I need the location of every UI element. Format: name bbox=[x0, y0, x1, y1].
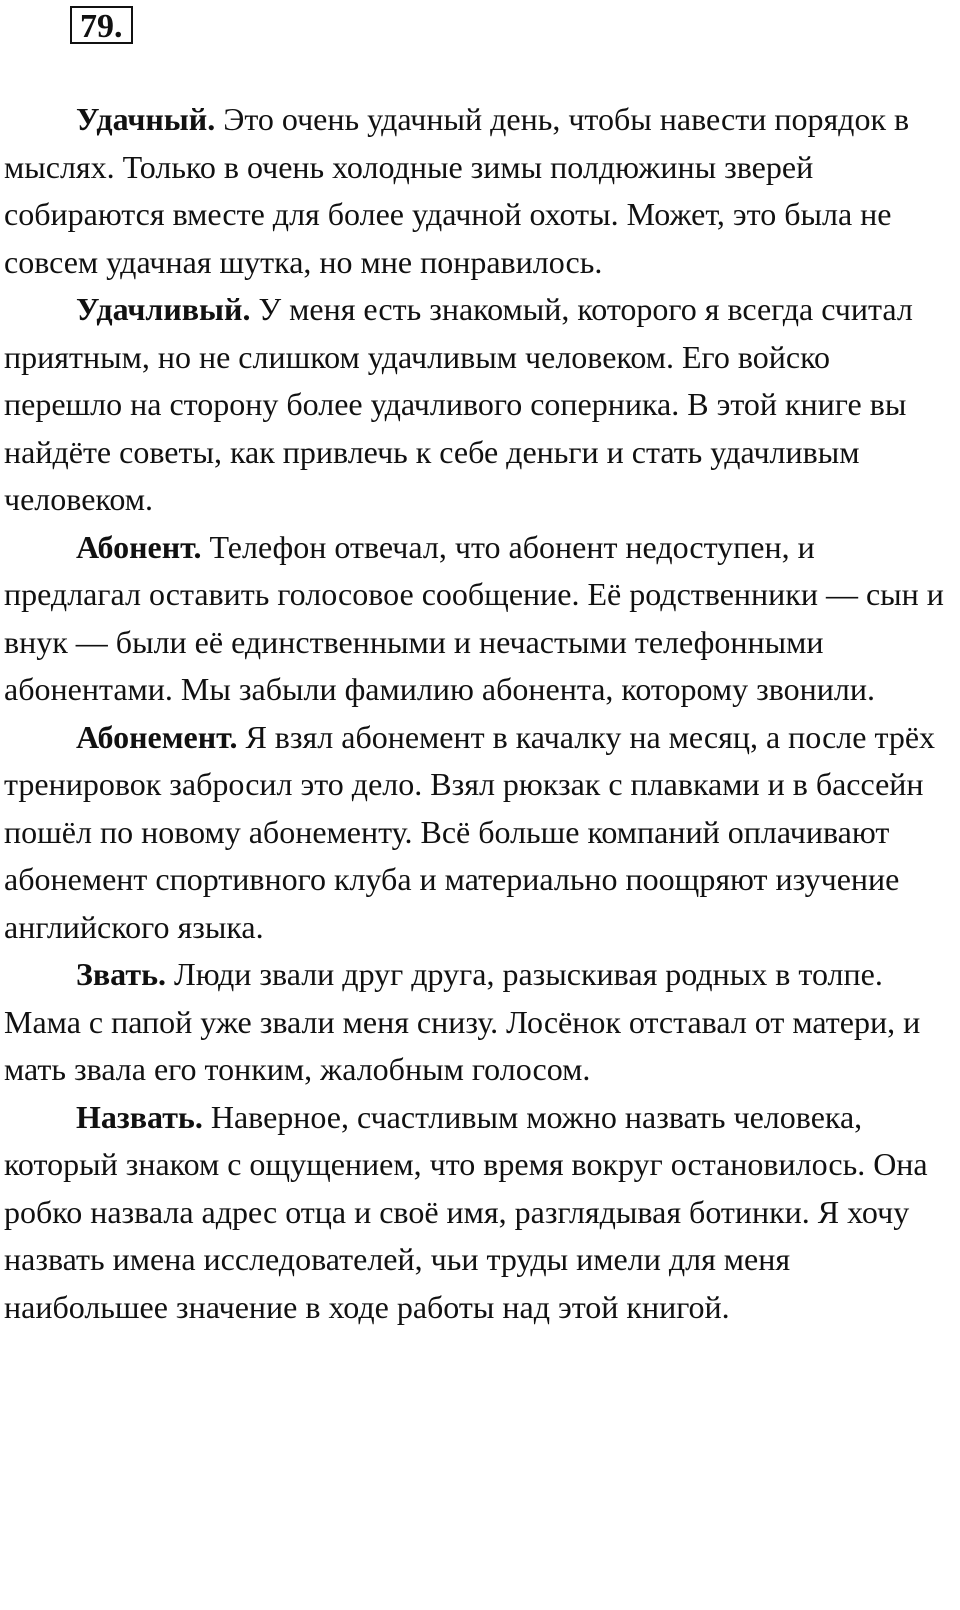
term-word: Назвать. bbox=[76, 1098, 203, 1135]
term-word: Удачливый. bbox=[76, 291, 251, 327]
paragraph-text: Люди звали друг друга, разыскивая родных в толпе. Мама с папой уже звали меня снизу. Лосёнок отставал от матери, и мать звала его тонким, жалобным голосом. bbox=[4, 956, 921, 1087]
paragraph-text: У меня есть знакомый, которого я всегда считал приятным, но не слишком удачливым человеком. Его войско перешло на сторону более удачливого соперника. В этой книге вы найдёте советы, как привлечь к себе деньги и стать удачливым человеком. bbox=[4, 291, 913, 517]
term-word: Абонент. bbox=[76, 528, 202, 565]
paragraph-text: Телефон отвечал, что абонент недоступен, и предлагал оставить голосовое сообщение. Её родственники — сын и внук — были её единственными и нечастыми телефонными абонентами. Мы забыли фамилию абонента, которому звонили. bbox=[4, 528, 944, 707]
term-word: Абонемент. bbox=[76, 718, 238, 755]
paragraph-abonent bbox=[4, 524, 944, 714]
paragraph-zvat bbox=[4, 951, 944, 1094]
paragraph-nazvat bbox=[4, 1094, 944, 1332]
paragraph-abonement bbox=[4, 714, 944, 952]
paragraph-text: Это очень удачный день, чтобы навести порядок в мыслях. Только в очень холодные зимы полдюжины зверей собираются вместе для более удачной охоты. Может, это была не совсем удачная шутка, но мне понравилось. bbox=[4, 101, 910, 280]
exercise-number: 79. bbox=[70, 6, 133, 44]
text-body bbox=[4, 96, 944, 1331]
term-word: Звать. bbox=[76, 956, 166, 992]
paragraph-udachlivy bbox=[4, 286, 944, 524]
paragraph-text: Наверное, счастливым можно назвать человека, который знаком с ощущением, что время вокруг остановилось. Она робко назвала адрес отца и своё имя, разглядывая ботинки. Я хочу назвать имена исследователей, чьи труды имели для меня наибольшее значение в ходе работы над этой книгой. bbox=[4, 1098, 928, 1325]
paragraph-text: Я взял абонемент в качалку на месяц, а после трёх тренировок забросил это дело. Взял рюкзак с плавками и в бассейн пошёл по новому абонементу. Всё больше компаний оплачивают абонемент спортивного клуба и материально поощряют изучение английского языка. bbox=[4, 718, 936, 945]
paragraph-udachny bbox=[4, 96, 944, 286]
term-word: Удачный. bbox=[76, 101, 216, 137]
